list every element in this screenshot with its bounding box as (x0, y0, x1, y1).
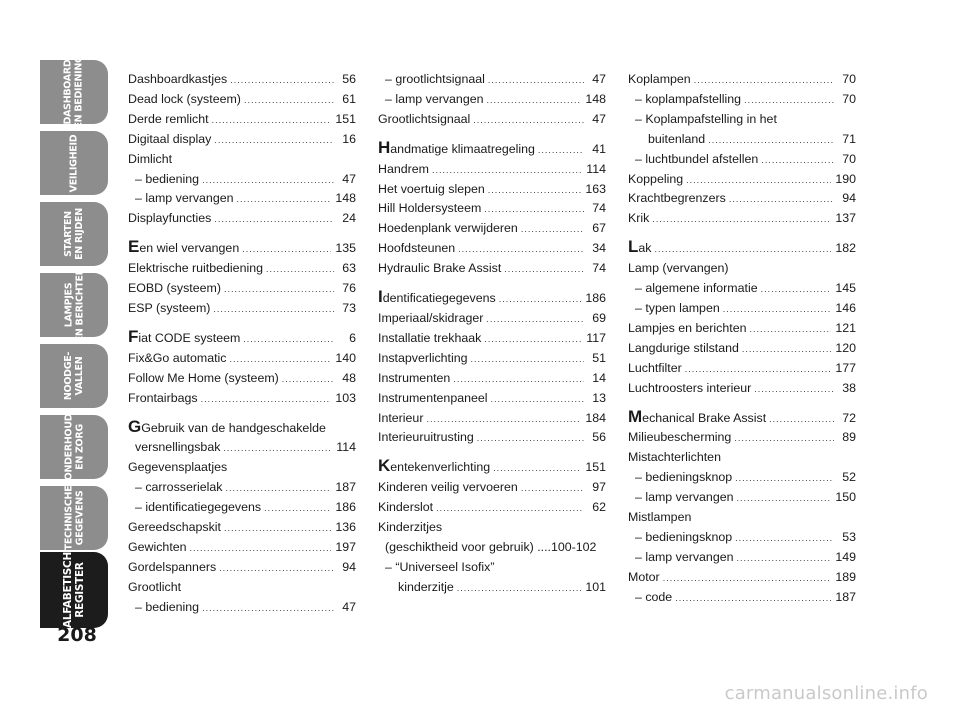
index-subentry[interactable]: – lamp vervangen ..... 148 (128, 189, 356, 209)
index-subentry[interactable]: – identificatiegegevens ..... 186 (128, 498, 356, 518)
index-subentry: – Koplampafstelling in het (635, 111, 777, 126)
page-number: 208 (57, 624, 97, 646)
index-entry[interactable]: Gereedschapskit ..... 136 (128, 518, 356, 538)
index-subentry[interactable]: kinderzitje ..... 101 (378, 578, 606, 598)
index-entry[interactable]: Motor ..... 189 (628, 568, 856, 588)
index-subentry[interactable]: – lamp vervangen ..... 150 (628, 488, 856, 508)
index-subentry[interactable]: – bediening ..... 47 (128, 598, 356, 618)
tab-onderhoud[interactable] (40, 415, 108, 479)
index-entry[interactable]: Het voertuig slepen ..... 163 (378, 180, 606, 200)
index-entry[interactable]: Derde remlicht ..... 151 (128, 110, 356, 130)
tab-starten[interactable] (40, 202, 108, 266)
index-subentry[interactable]: – koplampafstelling ..... 70 (628, 90, 856, 110)
index-heading: GGebruik van de handgeschakelde (128, 416, 326, 436)
index-entry[interactable]: Kentekenverlichting ..... 151 (378, 458, 606, 478)
index-heading: Mistachterlichten (628, 450, 721, 465)
index-entry[interactable]: Instrumentenpaneel ..... 13 (378, 389, 606, 409)
index-entry[interactable]: Grootlichtsignaal ..... 47 (378, 110, 606, 130)
index-subentry[interactable]: – luchtbundel afstellen ..... 70 (628, 150, 856, 170)
index-subentry[interactable]: buitenland ..... 71 (628, 130, 856, 150)
tab-label: DASHBOARD EN BEDIENING (63, 55, 85, 129)
index-subentry[interactable]: – lamp vervangen ..... 149 (628, 548, 856, 568)
tab-technische-gegevens[interactable] (40, 486, 108, 550)
tab-label: TECHNISCHE GEGEVENS (62, 485, 85, 551)
index-entry[interactable]: Langdurige stilstand ..... 120 (628, 339, 856, 359)
index-entry[interactable]: Lampjes en berichten ..... 121 (628, 319, 856, 339)
index-entry[interactable]: Displayfuncties ..... 24 (128, 209, 356, 229)
tab-lampjes[interactable] (40, 267, 108, 343)
index-heading: Lamp (vervangen) (628, 261, 729, 276)
index-entry[interactable]: Dashboardkastjes ..... 56 (128, 70, 356, 90)
watermark: carmanualsonline.info (724, 683, 928, 704)
index-heading: Gegevensplaatjes (128, 460, 228, 475)
index-subentry[interactable]: – lamp vervangen ..... 148 (378, 90, 606, 110)
index-entry[interactable]: Hoedenplank verwijderen ..... 67 (378, 219, 606, 239)
index-subentry: – “Universeel Isofix” (385, 559, 495, 574)
index-entry[interactable]: Kinderslot ..... 62 (378, 498, 606, 518)
index-entry[interactable]: ESP (systeem) ..... 73 (128, 299, 356, 319)
tab-dashboard[interactable] (40, 55, 108, 129)
index-entry[interactable]: Gewichten ..... 197 (128, 538, 356, 558)
index-entry[interactable]: Hill Holdersysteem ..... 74 (378, 199, 606, 219)
index-entry[interactable]: Lak ..... 182 (628, 239, 856, 259)
index-entry[interactable]: Handrem ..... 114 (378, 160, 606, 180)
index-subentry[interactable]: – algemene informatie ..... 145 (628, 279, 856, 299)
index-subentry[interactable]: – bediening ..... 47 (128, 170, 356, 190)
tab-alfabetisch-register[interactable] (40, 552, 108, 628)
index-entry[interactable]: Interieuruitrusting ..... 56 (378, 428, 606, 448)
index-entry[interactable]: Digitaal display ..... 16 (128, 130, 356, 150)
index-column-3 (628, 70, 856, 608)
tab-label: NOODGE- VALLEN (63, 351, 85, 401)
tab-label: LAMPJES EN BERICHTEN (63, 267, 86, 343)
index-entry[interactable]: Krik ..... 137 (628, 209, 856, 229)
index-entry[interactable]: Fiat CODE systeem ..... 6 (128, 329, 356, 349)
tab-label: ALFABETISCH REGISTER (62, 552, 87, 628)
index-entry[interactable]: Identificatiegegevens ..... 186 (378, 289, 606, 309)
index-entry[interactable]: Frontairbags ..... 103 (128, 389, 356, 409)
index-subentry[interactable]: – typen lampen ..... 146 (628, 299, 856, 319)
index-entry[interactable]: Instapverlichting ..... 51 (378, 349, 606, 369)
index-subentry[interactable]: – code ..... 187 (628, 588, 856, 608)
index-entry[interactable]: Installatie trekhaak ..... 117 (378, 329, 606, 349)
index-entry[interactable]: EOBD (systeem) ..... 76 (128, 279, 356, 299)
index-entry[interactable]: Mechanical Brake Assist ..... 72 (628, 409, 856, 429)
tab-label: ONDERHOUD EN ZORG (63, 413, 85, 481)
index-entry[interactable]: Handmatige klimaatregeling ..... 41 (378, 140, 606, 160)
index-entry[interactable]: Hoofdsteunen ..... 34 (378, 239, 606, 259)
index-entry[interactable]: Milieubescherming ..... 89 (628, 428, 856, 448)
index-subentry[interactable]: – grootlichtsignaal ..... 47 (378, 70, 606, 90)
tab-noodgevallen[interactable] (40, 344, 108, 408)
tab-label: VEILIGHEID (68, 134, 80, 192)
index-subentry[interactable]: – bedieningsknop ..... 53 (628, 528, 856, 548)
index-entry[interactable]: Elektrische ruitbediening ..... 63 (128, 259, 356, 279)
tab-label: STARTEN EN RIJDEN (62, 208, 85, 260)
index-entry[interactable]: Dead lock (systeem) ..... 61 (128, 90, 356, 110)
index-entry[interactable]: Fix&Go automatic ..... 140 (128, 349, 356, 369)
index-entry[interactable]: Gordelspanners ..... 94 (128, 558, 356, 578)
index-column-1 (128, 70, 356, 618)
index-heading: Grootlicht (128, 579, 182, 594)
index-entry[interactable]: Interieur ..... 184 (378, 409, 606, 429)
index-subentry[interactable]: (geschiktheid voor gebruik) ....100-102 (385, 539, 597, 554)
index-column-2 (378, 70, 606, 598)
index-heading: Kinderzitjes (378, 520, 443, 535)
index-entry[interactable]: Krachtbegrenzers ..... 94 (628, 189, 856, 209)
index-subentry[interactable]: – carrosserielak ..... 187 (128, 478, 356, 498)
index-entry[interactable]: Imperiaal/skidrager ..... 69 (378, 309, 606, 329)
index-entry[interactable]: Follow Me Home (systeem) ..... 48 (128, 369, 356, 389)
index-entry[interactable]: Een wiel vervangen ..... 135 (128, 239, 356, 259)
index-entry[interactable]: Hydraulic Brake Assist ..... 74 (378, 259, 606, 279)
index-entry[interactable]: Instrumenten ..... 14 (378, 369, 606, 389)
tab-veiligheid[interactable] (40, 131, 108, 195)
index-subentry[interactable]: versnellingsbak ..... 114 (128, 438, 356, 458)
index-entry[interactable]: Luchtroosters interieur ..... 38 (628, 379, 856, 399)
index-heading: Mistlampen (628, 510, 692, 525)
index-entry[interactable]: Koplampen ..... 70 (628, 70, 856, 90)
index-entry[interactable]: Koppeling ..... 190 (628, 170, 856, 190)
index-subentry[interactable]: – bedieningsknop ..... 52 (628, 468, 856, 488)
index-heading: Dimlicht (128, 151, 173, 166)
index-entry[interactable]: Kinderen veilig vervoeren ..... 97 (378, 478, 606, 498)
index-entry[interactable]: Luchtfilter ..... 177 (628, 359, 856, 379)
